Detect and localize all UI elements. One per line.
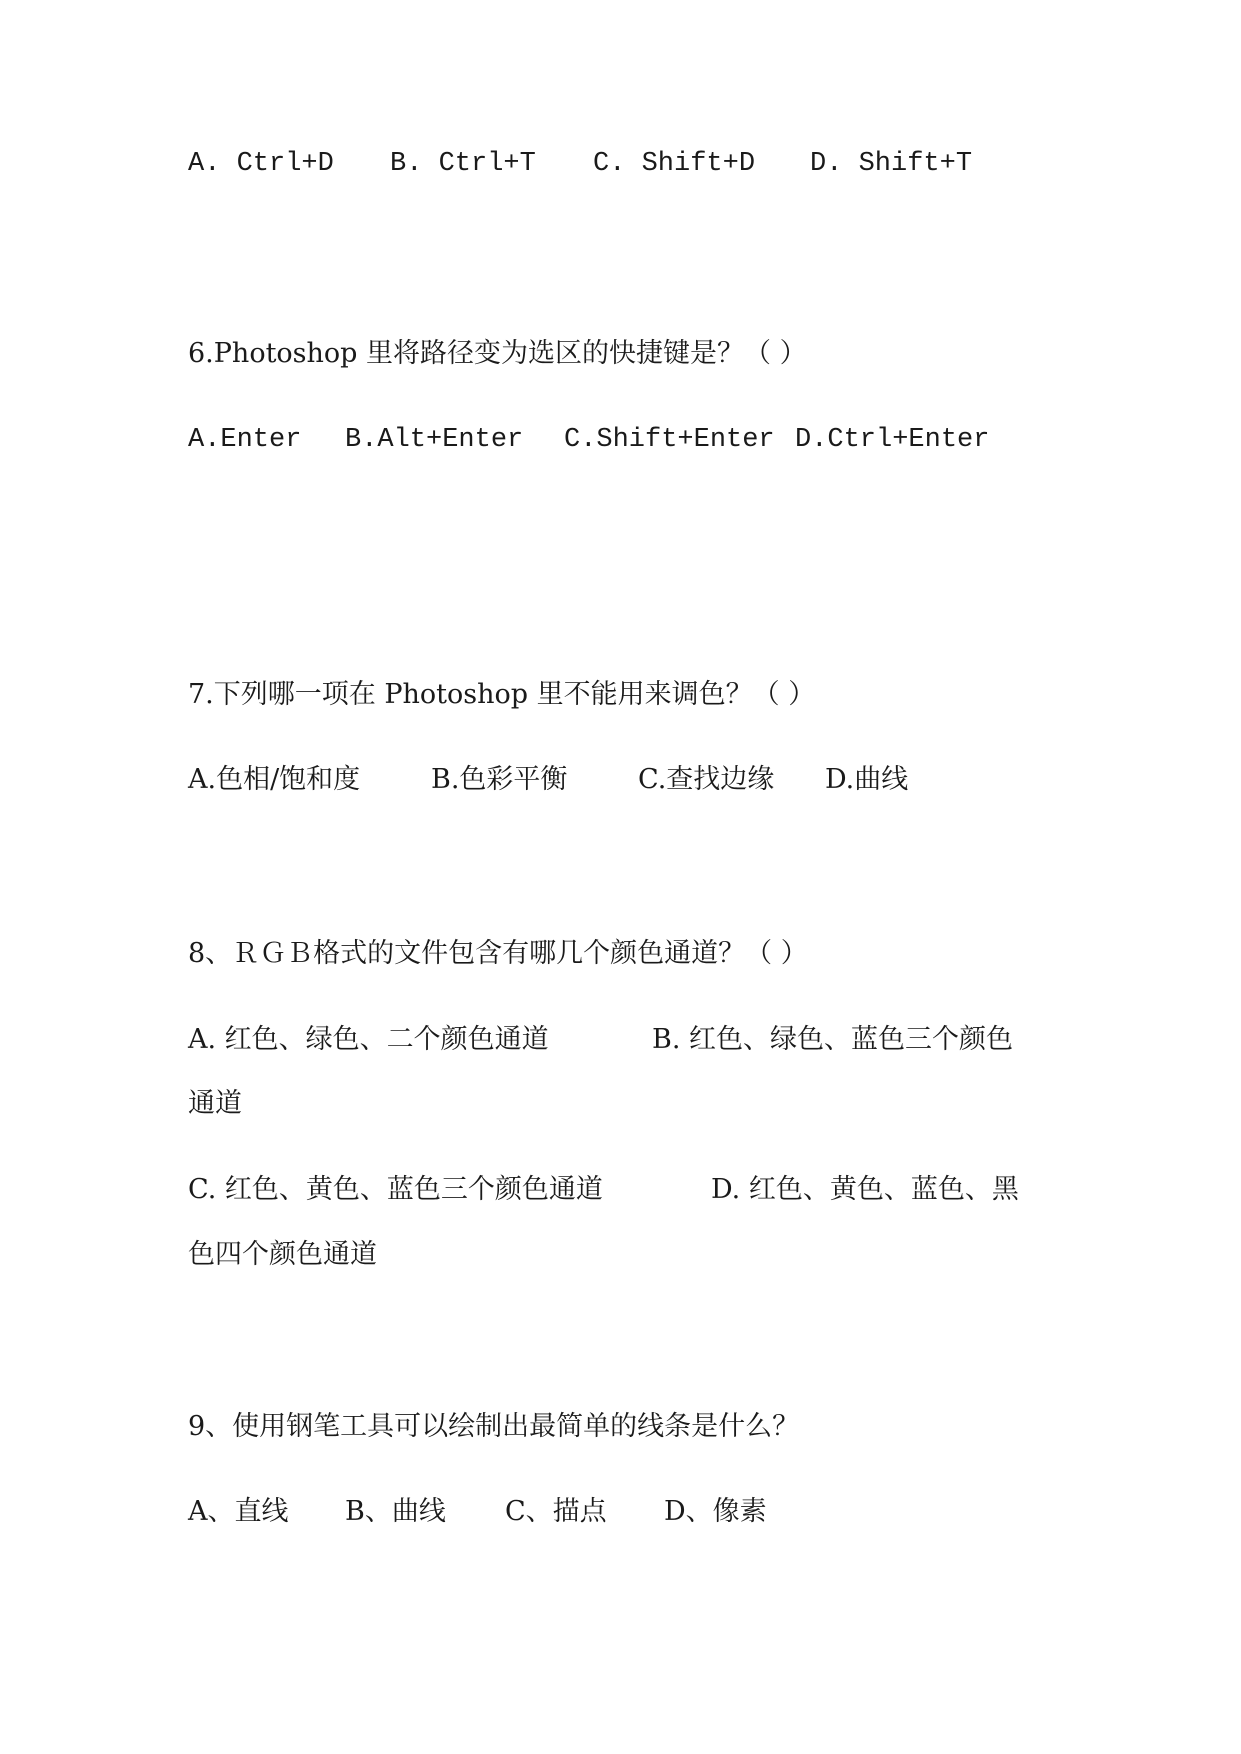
q9-option-a: A、直线 <box>188 1496 289 1527</box>
q8-option-c: C. 红色、黄色、蓝色三个颜色通道 <box>188 1174 603 1205</box>
q6-option-b: B.Alt+Enter <box>345 425 524 455</box>
q9-option-b: B、曲线 <box>345 1496 446 1527</box>
q5-options <box>188 146 1088 182</box>
q8-option-a: A. 红色、绿色、二个颜色通道 <box>188 1024 549 1055</box>
q6-question: 6.Photoshop 里将路径变为选区的快捷键是？（ ） <box>188 338 807 369</box>
q9-question: 9、使用钢笔工具可以绘制出最简单的线条是什么？ <box>188 1411 800 1442</box>
q8-option-d: D. 红色、黄色、蓝色、黑 <box>711 1174 1019 1205</box>
q6-option-d: D.Ctrl+Enter <box>795 425 990 455</box>
q8-option-b-continued: 通道 <box>188 1088 242 1119</box>
q7-options <box>188 762 1088 798</box>
q8-question: 8、ＲＧＢ格式的文件包含有哪几个颜色通道？（ ） <box>188 938 808 969</box>
q7-option-c: C.查找边缘 <box>638 764 775 795</box>
q9-option-c: C、描点 <box>505 1496 607 1527</box>
q9-options <box>188 1494 1088 1530</box>
q5-option-b: B. Ctrl+T <box>390 149 536 179</box>
q7-question: 7.下列哪一项在 Photoshop 里不能用来调色？（ ） <box>188 679 816 710</box>
q6-options <box>188 422 1088 458</box>
q8-option-b: B. 红色、绿色、蓝色三个颜色 <box>652 1024 1014 1055</box>
q5-option-a: A. Ctrl+D <box>188 149 334 179</box>
q6-option-c: C.Shift+Enter <box>564 425 775 455</box>
q7-option-a: A.色相/饱和度 <box>188 764 361 795</box>
q9-option-d: D、像素 <box>664 1496 767 1527</box>
q5-option-c: C. Shift+D <box>593 149 756 179</box>
q8-option-d-continued: 色四个颜色通道 <box>188 1239 377 1270</box>
q5-option-d: D. Shift+T <box>810 149 973 179</box>
q6-option-a: A.Enter <box>188 425 302 455</box>
q7-option-b: B.色彩平衡 <box>431 764 568 795</box>
q7-option-d: D.曲线 <box>825 764 909 795</box>
